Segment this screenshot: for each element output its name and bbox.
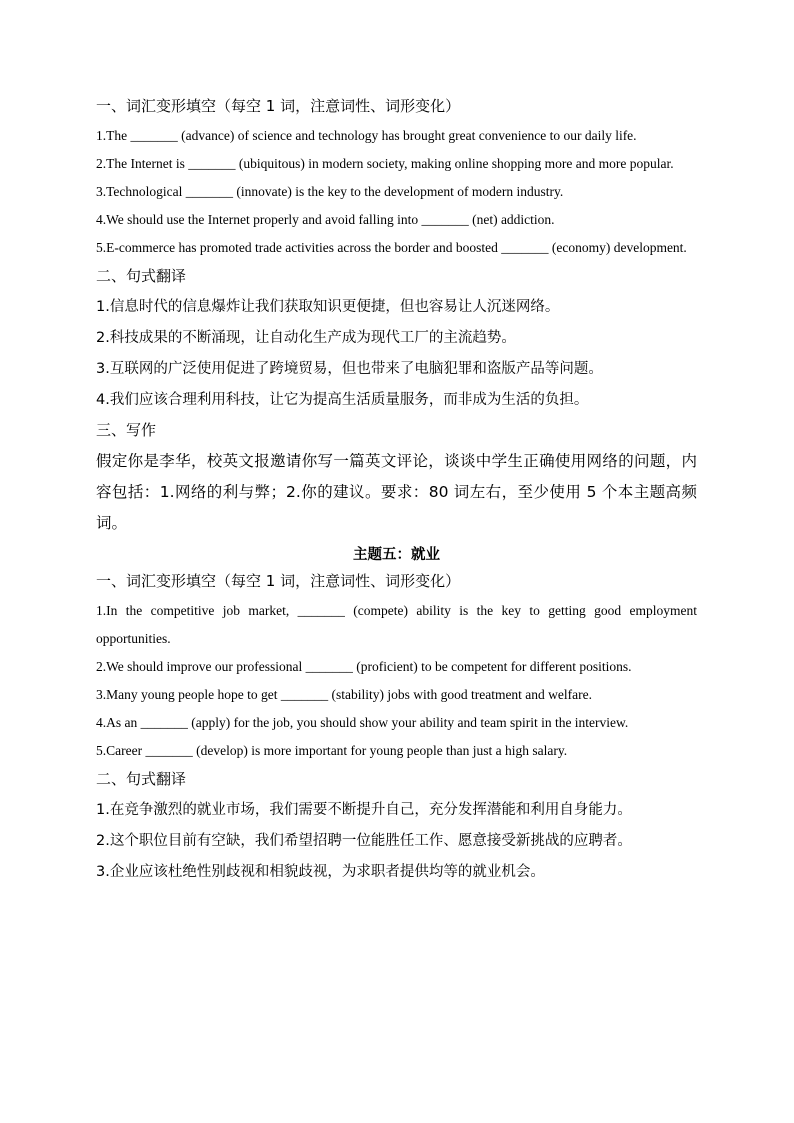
vocab2-item-3: 3.Many young people hope to get _______ (stability) jobs with good treatment and welfare. — [96, 687, 593, 702]
translation-item-3: 3.互联网的广泛使用促进了跨境贸易，但也带来了电脑犯罪和盗版产品等问题。 — [96, 361, 603, 377]
writing-section-heading: 三、写作 — [96, 421, 157, 439]
vocab2-item-2: 2.We should improve our professional _______ (proficient) to be competent for different positions. — [96, 659, 632, 674]
translation2-item-1: 1.在竞争激烈的就业市场，我们需要不断提升自己，充分发挥潜能和利用自身能力。 — [96, 802, 632, 818]
vocab-section-heading: 一、词汇变形填空（每空 1 词，注意词性、词形变化） — [96, 97, 461, 115]
vocab2-item-4: 4.As an _______ (apply) for the job, you should show your ability and team spirit in the interview. — [96, 715, 629, 730]
translation-item-1: 1.信息时代的信息爆炸让我们获取知识更便捷，但也容易让人沉迷网络。 — [96, 299, 560, 315]
translation-section-heading: 二、句式翻译 — [96, 267, 187, 285]
vocab-item-3: 3.Technological _______ (innovate) is the key to the development of modern industry. — [96, 184, 564, 199]
vocab-item-4: 4.We should use the Internet properly and avoid falling into _______ (net) addiction. — [96, 212, 555, 227]
vocab2-item-1: 1.In the competitive job market, _______ (compete) ability is the key to getting good employment opportunities. — [96, 603, 697, 646]
writing-prompt: 假定你是李华，校英文报邀请你写一篇英文评论，谈谈中学生正确使用网络的问题，内容包括：1.网络的利与弊；2.你的建议。要求：80 词左右，至少使用 5 个本主题高频词。 — [96, 452, 697, 532]
document-page — [96, 94, 697, 888]
vocab-section-heading-2: 一、词汇变形填空（每空 1 词，注意词性、词形变化） — [96, 572, 461, 590]
translation-item-4: 4.我们应该合理利用科技，让它为提高生活质量服务，而非成为生活的负担。 — [96, 392, 589, 408]
vocab-item-1: 1.The _______ (advance) of science and technology has brought great convenience to our daily life. — [96, 128, 637, 143]
translation-item-2: 2.科技成果的不断涌现，让自动化生产成为现代工厂的主流趋势。 — [96, 330, 516, 346]
topic-title: 主题五：就业 — [353, 547, 440, 563]
translation2-item-2: 2.这个职位目前有空缺，我们希望招聘一位能胜任工作、愿意接受新挑战的应聘者。 — [96, 833, 632, 849]
vocab-item-5: 5.E-commerce has promoted trade activities across the border and boosted _______ (economy) development. — [96, 240, 687, 255]
translation-section-heading-2: 二、句式翻译 — [96, 770, 187, 788]
vocab-item-2: 2.The Internet is _______ (ubiquitous) in modern society, making online shopping more and more popular. — [96, 156, 674, 171]
translation2-item-3: 3.企业应该杜绝性别歧视和相貌歧视，为求职者提供均等的就业机会。 — [96, 864, 545, 880]
vocab2-item-5: 5.Career _______ (develop) is more important for young people than just a high salary. — [96, 743, 568, 758]
